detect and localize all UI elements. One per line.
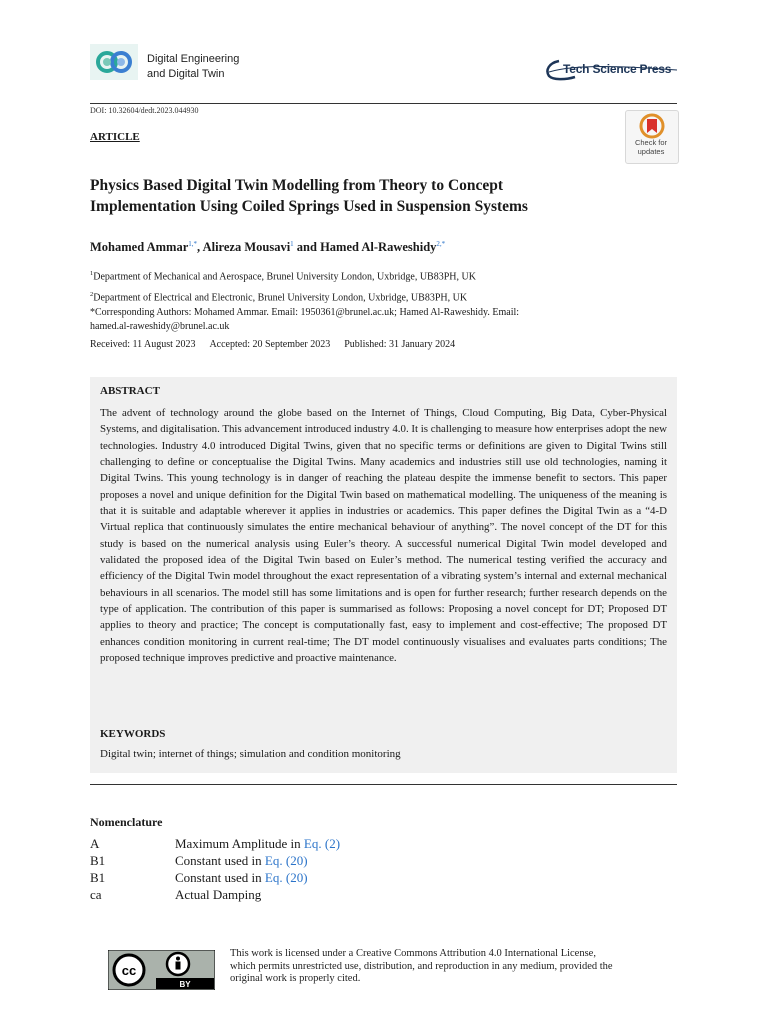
nomenclature-symbol: B1 — [90, 853, 106, 868]
author-affiliation-marker[interactable]: 1 — [290, 240, 294, 248]
bookmark-icon — [626, 111, 678, 141]
affiliation-2: $^2$Department of Electrical and Electronic, Brunel University London, Uxbridge, UB83PH, UK — [90, 291, 468, 304]
affiliation-1: $^1$Department of Mechanical and Aerospace, Brunel University London, Uxbridge, UB83PH, UK — [90, 270, 476, 283]
published-date: Published: 31 January 2024 — [344, 339, 456, 350]
publication-dates — [90, 339, 469, 350]
nomenclature-row: A Maximum Amplitude in Eq. (2) — [90, 836, 341, 851]
doi[interactable]: DOI: 10.32604/dedt.2023.044930 — [90, 106, 199, 115]
equation-link[interactable]: Eq. (20) — [264, 870, 308, 885]
section-divider — [90, 784, 677, 785]
publisher-name: Tech Science Press — [563, 62, 672, 76]
nomenclature-row: B1 Constant used in Eq. (20) — [90, 853, 308, 868]
abstract-heading: ABSTRACT — [100, 385, 160, 397]
article-type-label: ARTICLE — [90, 131, 140, 143]
author-list: Mohamed Ammar$^{1,*}$, Alireza Mousavi$^1$ and Hamed Al-Raweshidy$^{2,*}$ — [90, 240, 446, 255]
accepted-date: Accepted: 20 September 2023 — [209, 339, 331, 350]
author-affiliation-marker[interactable]: 1,* — [188, 240, 197, 248]
header-divider — [90, 103, 677, 104]
check-for-updates-label: Check for updates — [634, 138, 668, 156]
nomenclature-symbol: A — [90, 836, 100, 851]
author-name: Mohamed Ammar — [90, 240, 189, 255]
nomenclature-heading: Nomenclature — [90, 815, 163, 829]
nomenclature-symbol: B1 — [90, 870, 106, 885]
paper-title: Physics Based Digital Twin Modelling from Theory to Concept Implementation Using Coiled Springs Used in Suspension Systems — [90, 177, 528, 215]
equation-link[interactable]: Eq. (2) — [303, 836, 341, 851]
keywords-text: Digital twin; internet of things; simulation and condition monitoring — [100, 748, 401, 760]
abstract-text: The advent of technology around the globe based on the Internet of Things, Cloud Computing, Big Data, Cyber-Physical Systems, and digitalisation. This advancement introduced industry 4.0. It is challenging to measure how enterprises adopt the new technologies. Industry 4.0 introduced Digital Twins, given that no specific terms or definitions are given to Digital Twins still challenging to define or conceptualise the Digital Twins. Many academics and industries still use old technologies, naming it Digital Twins. This young technology is in danger of reaching the plateau despite the immense benefit to sectors. This paper proposes a novel and unique definition for the Digital Twin based on mathematical modelling. The uniqueness of the meaning is that it is suitable and adaptable wherever it applies in industries or academics. This paper defines the Digital Twin as a “4-D Virtual replica that continuously simulates the entire mechanical behaviour of anything”. The novel concept of the DT for this study is based on the numerical analysis using Euler’s theory. A successful numerical Digital Twin model developed and validated the proposed idea of the Digital Twin based on Euler’s method. The numerical testing verified the accuracy and efficiency of the Digital Twin model throughout the exact representation of a vibrating system’s internal and external mechanical behaviours in all scenarios. The model still has some limitations and is open for further research; further research depends on the type of application. The contribution of this paper is summarised as follows: Proposing a novel concept for DT; Proposed DT applies to theory and practice; The concept is computationally fast, easy to implement and cost-effective; The proposed DT enhances condition monitoring in current real-time; The DT model continuously visualises and evaluates parts conditions; The proposed technique improves predictive and proactive maintenance. — [100, 407, 667, 665]
nomenclature-row: ca Actual Damping — [90, 887, 262, 902]
nomenclature-row: B1 Constant used in Eq. (20) — [90, 870, 308, 885]
equation-link[interactable]: Eq. (20) — [264, 853, 308, 868]
svg-text:cc: cc — [121, 963, 137, 978]
received-date: Received: 11 August 2023 — [90, 339, 196, 350]
nomenclature-symbol: ca — [90, 887, 102, 902]
corresponding-authors: *Corresponding Authors: Mohamed Ammar. Email: 1950361@brunel.ac.uk; Hamed Al-Raweshidy. Email: hamed.al-raweshidy@brunel.ac.uk — [90, 307, 520, 332]
keywords-heading: KEYWORDS — [100, 728, 166, 740]
author-affiliation-marker[interactable]: 2,* — [436, 240, 446, 248]
license-text: This work is licensed under a Creative Commons Attribution 4.0 International License, which permits unrestricted use, distribution, and reproduction in any medium, provided the original work is properly cited. — [230, 948, 613, 984]
cc-by-license-badge[interactable] — [108, 950, 215, 990]
author-name: Alireza Mousavi — [202, 240, 291, 255]
author-name: Hamed Al-Raweshidy — [320, 240, 437, 255]
journal-name: Digital Engineering and Digital Twin — [147, 53, 240, 80]
journal-logo — [90, 44, 138, 80]
cc-by-label: BY — [179, 980, 191, 989]
